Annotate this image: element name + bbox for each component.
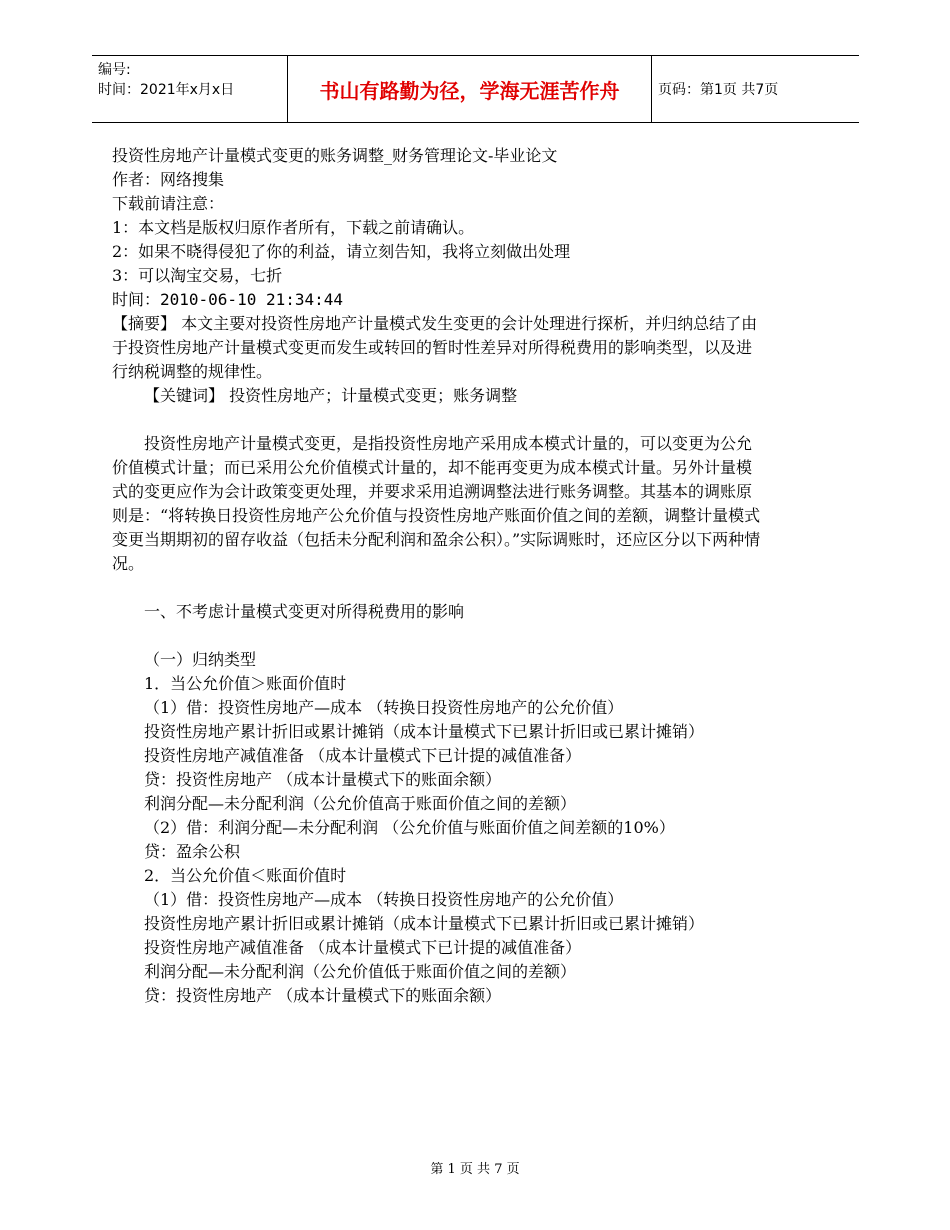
doc-intro: 投资性房地产计量模式变更，是指投资性房地产采用成本模式计量的，可以变更为公允价值模式计量；而已采用公允价值模式计量的，却不能再变更为成本模式计量。另外计量模式的变更应作为会计政策变更处理，并要求采用追溯调整法进行账务调整。其基本的调账原则是：“将转换日投资性房地产公允价值与投资性房地产账面价值之间的差额，调整计量模式变更当期期初的留存收益（包括未分配利润和盈余公积）。”实际调账时，还应区分以下两种情况。 bbox=[112, 434, 761, 573]
case2-line-4: 利润分配—未分配利润（公允价值低于账面价值之间的差额） bbox=[144, 962, 577, 981]
header-motto: 书山有路勤为径，学海无涯苦作舟 bbox=[287, 56, 652, 122]
doc-abstract: 【摘要】 本文主要对投资性房地产计量模式发生变更的会计处理进行探析，并归纳总结了由于投资性房地产计量模式变更而发生或转回的暂时性差异对所得税费用的影响类型，以及进行纳税调整的规律性。 bbox=[112, 314, 758, 381]
section-heading-1: 一、不考虑计量模式变更对所得税费用的影响 bbox=[144, 602, 465, 621]
doc-time: 时间：2010-06-10 21:34:44 bbox=[112, 290, 344, 309]
case1-line-6: （2）借：利润分配—未分配利润 （公允价值与账面价值之间差额的10%） bbox=[144, 818, 675, 837]
doc-notice-3: 3：可以淘宝交易，七折 bbox=[112, 266, 283, 285]
case1-line-7: 贷：盈余公积 bbox=[144, 842, 241, 861]
case-heading-1: 1．当公允价值＞账面价值时 bbox=[144, 674, 347, 693]
case1-line-2: 投资性房地产累计折旧或累计摊销（成本计量模式下已累计折旧或已累计摊销） bbox=[144, 722, 705, 741]
case2-line-2: 投资性房地产累计折旧或累计摊销（成本计量模式下已累计折旧或已累计摊销） bbox=[144, 914, 705, 933]
doc-keywords: 【关键词】 投资性房地产；计量模式变更；账务调整 bbox=[144, 386, 518, 405]
document-header bbox=[92, 55, 859, 123]
case1-line-4: 贷：投资性房地产 （成本计量模式下的账面余额） bbox=[144, 770, 502, 789]
doc-notice-1: 1：本文档是版权归原作者所有，下载之前请确认。 bbox=[112, 218, 475, 237]
case-heading-2: 2．当公允价值＜账面价值时 bbox=[144, 866, 347, 885]
doc-title: 投资性房地产计量模式变更的账务调整_财务管理论文-毕业论文 bbox=[112, 146, 558, 165]
case2-line-3: 投资性房地产减值准备 （成本计量模式下已计提的减值准备） bbox=[144, 938, 582, 957]
header-page-info: 页码：第1页 共7页 bbox=[658, 82, 779, 98]
time-label: 时间：2021年x月x日 bbox=[98, 82, 235, 98]
case1-line-1: （1）借：投资性房地产—成本 （转换日投资性房地产的公允价值） bbox=[144, 698, 624, 717]
code-label: 编号: bbox=[98, 62, 131, 78]
document-body bbox=[112, 144, 764, 1008]
doc-author: 作者：网络搜集 bbox=[112, 170, 225, 189]
header-meta bbox=[98, 60, 286, 100]
case2-line-5: 贷：投资性房地产 （成本计量模式下的账面余额） bbox=[144, 986, 502, 1005]
doc-notice-2: 2：如果不晓得侵犯了你的利益，请立刻告知，我将立刻做出处理 bbox=[112, 242, 571, 261]
case2-line-1: （1）借：投资性房地产—成本 （转换日投资性房地产的公允价值） bbox=[144, 890, 624, 909]
doc-notice: 下载前请注意： bbox=[112, 194, 225, 213]
case1-line-5: 利润分配—未分配利润（公允价值高于账面价值之间的差额） bbox=[144, 794, 577, 813]
case1-line-3: 投资性房地产减值准备 （成本计量模式下已计提的减值准备） bbox=[144, 746, 582, 765]
page-footer: 第 1 页 共 7 页 bbox=[430, 1162, 520, 1177]
subsection-heading-1: （一）归纳类型 bbox=[144, 650, 257, 669]
